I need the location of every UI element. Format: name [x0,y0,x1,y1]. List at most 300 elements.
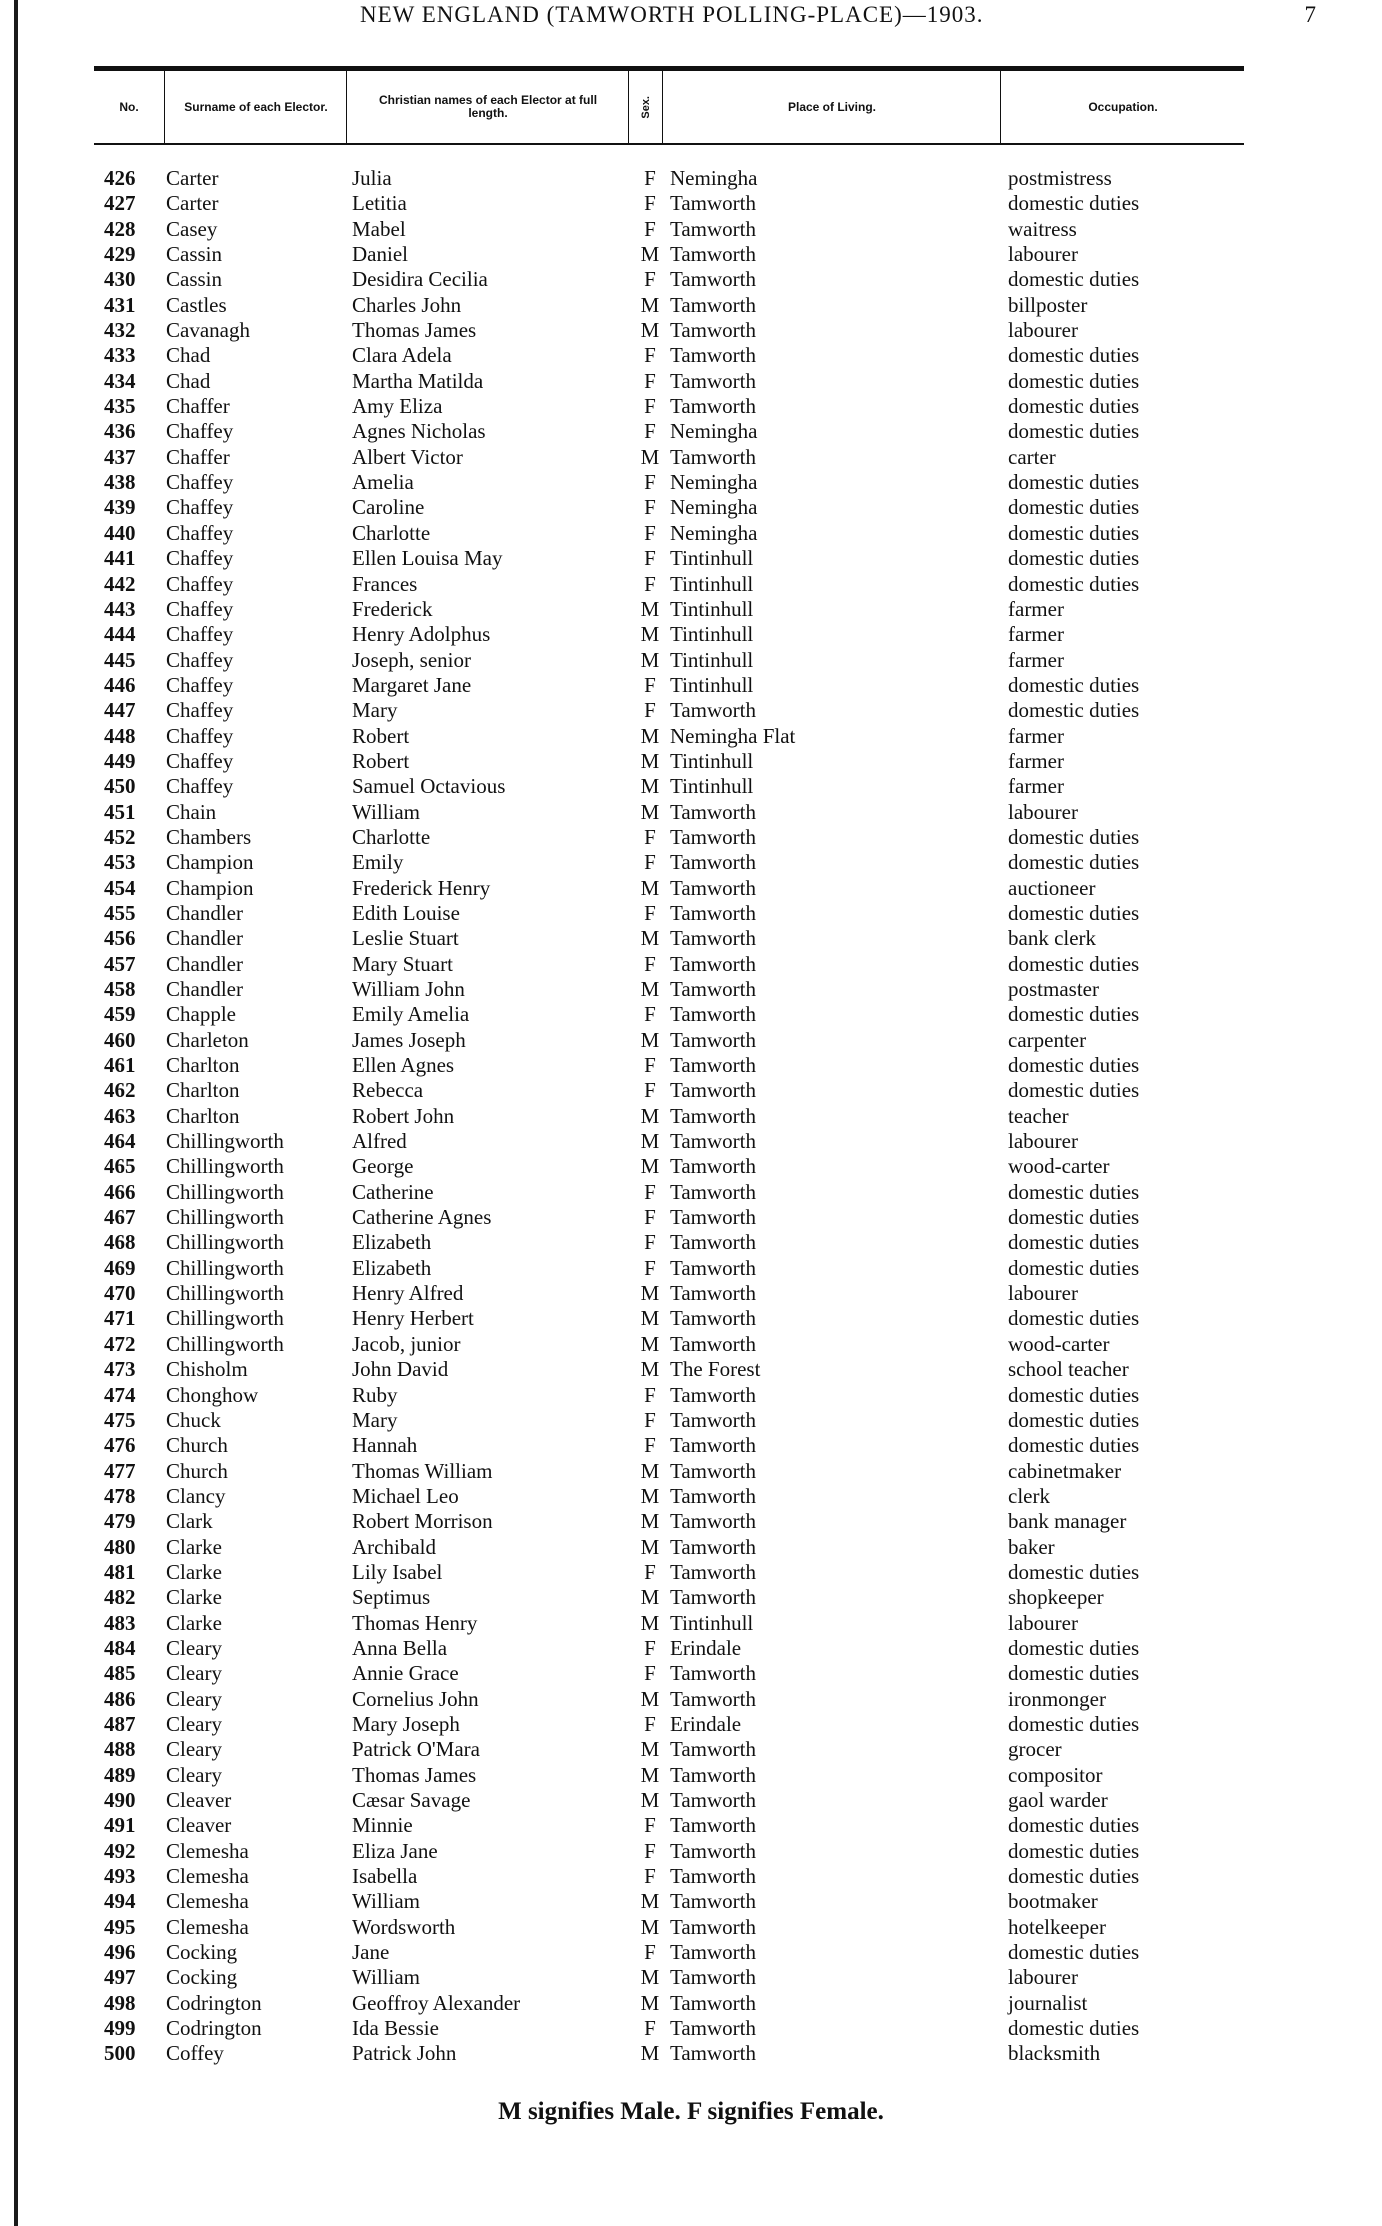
elector-surname: Clarke [166,1585,222,1610]
elector-number: 469 [104,1255,136,1280]
elector-occupation: domestic duties [1008,546,1140,571]
table-row [94,1154,1244,1179]
elector-surname: Chaffey [166,748,234,773]
elector-surname: Clark [166,1509,213,1534]
elector-place-of-living: Tamworth [670,1002,757,1027]
elector-place-of-living: Tintinhull [670,748,754,773]
elector-number: 437 [104,444,136,469]
elector-christian-names: Jacob, junior [352,1331,461,1356]
elector-surname: Chaffey [166,596,234,621]
elector-number: 498 [104,1990,136,2015]
elector-place-of-living: Tamworth [670,1585,757,1610]
elector-place-of-living: Tamworth [670,977,757,1001]
elector-surname: Chaffey [166,470,234,495]
elector-occupation: labourer [1008,1129,1078,1154]
elector-christian-names: Henry Alfred [352,1281,464,1306]
table-row [94,1813,1244,1838]
elector-sex: M [640,1914,660,1939]
elector-place-of-living: Nemingha [670,495,758,520]
elector-occupation: domestic duties [1008,267,1140,292]
elector-place-of-living: Tamworth [670,1407,757,1432]
elector-place-of-living: Tamworth [670,1255,757,1280]
elector-surname: Chillingworth [166,1179,284,1204]
table-row [94,1230,1244,1255]
elector-christian-names: Hannah [352,1433,418,1458]
elector-number: 460 [104,1027,136,1052]
elector-place-of-living: Tamworth [670,216,757,241]
elector-surname: Chandler [166,951,243,976]
elector-place-of-living: Tamworth [670,824,757,849]
elector-number: 491 [104,1813,136,1838]
elector-surname: Codrington [166,2016,262,2041]
elector-sex: M [640,444,660,469]
table-row [94,1585,1244,1610]
elector-occupation: billposter [1008,292,1088,317]
elector-sex: M [640,1331,660,1356]
elector-surname: Clemesha [166,1864,249,1889]
elector-place-of-living: Tamworth [670,1965,757,1990]
elector-place-of-living: Tamworth [670,1813,757,1838]
elector-occupation: domestic duties [1008,1255,1140,1280]
elector-place-of-living: Tamworth [670,1382,757,1407]
elector-christian-names: Ellen Agnes [352,1053,455,1078]
elector-occupation: domestic duties [1008,698,1140,723]
elector-occupation: postmaster [1008,977,1099,1001]
table-row [94,1636,1244,1661]
table-row [94,1965,1244,1990]
table-row [94,1078,1244,1103]
elector-sex: F [644,1838,656,1863]
elector-christian-names: Wordsworth [352,1914,456,1939]
elector-number: 483 [104,1610,136,1635]
elector-surname: Codrington [166,1990,262,2015]
elector-occupation: bank manager [1008,1509,1127,1534]
elector-number: 472 [104,1331,136,1356]
table-row [94,1763,1244,1788]
table-row [94,1991,1244,2016]
elector-surname: Chaffey [166,419,234,444]
elector-number: 450 [104,774,136,799]
elector-sex: M [640,723,660,748]
column-divider [164,71,165,143]
elector-number: 452 [104,824,136,849]
elector-sex: M [640,774,660,799]
elector-number: 444 [104,622,136,647]
table-row [94,2041,1244,2066]
elector-sex: M [640,1154,660,1179]
elector-christian-names: Patrick John [352,2041,457,2066]
elector-christian-names: Anna Bella [352,1635,448,1660]
elector-place-of-living: Tamworth [670,1306,757,1331]
elector-occupation: domestic duties [1008,1864,1140,1889]
elector-surname: Chillingworth [166,1230,284,1255]
elector-occupation: domestic duties [1008,1179,1140,1204]
elector-occupation: farmer [1008,622,1064,647]
column-divider [1000,71,1001,143]
elector-sex: F [644,1711,656,1736]
elector-surname: Cleary [166,1686,222,1711]
elector-number: 476 [104,1433,136,1458]
elector-place-of-living: Tamworth [670,1534,757,1559]
elector-occupation: domestic duties [1008,951,1140,976]
elector-place-of-living: Tamworth [670,368,757,393]
table-row [94,1002,1244,1027]
table-row [94,825,1244,850]
elector-occupation: wood-carter [1008,1154,1110,1179]
elector-number: 499 [104,2016,136,2041]
elector-sex: M [640,596,660,621]
table-row [94,318,1244,343]
table-row [94,1332,1244,1357]
elector-christian-names: Catherine [352,1179,434,1204]
elector-place-of-living: Tamworth [670,191,757,216]
elector-surname: Carter [166,191,219,216]
elector-christian-names: Robert [352,723,410,748]
elector-place-of-living: Tamworth [670,267,757,292]
elector-christian-names: Elizabeth [352,1255,432,1280]
elector-sex: M [640,2041,660,2066]
elector-occupation: domestic duties [1008,1053,1140,1078]
elector-surname: Cocking [166,1940,238,1965]
elector-christian-names: Septimus [352,1585,431,1610]
elector-surname: Clarke [166,1559,222,1584]
elector-surname: Chaffey [166,672,234,697]
elector-sex: M [640,1686,660,1711]
elector-place-of-living: Tamworth [670,875,757,900]
elector-number: 458 [104,977,136,1001]
elector-surname: Carter [166,166,219,190]
elector-sex: F [644,900,656,925]
elector-christian-names: Daniel [352,242,408,267]
table-row [94,1661,1244,1686]
elector-sex: M [640,1610,660,1635]
elector-number: 448 [104,723,136,748]
elector-sex: M [640,1458,660,1483]
table-row [94,1383,1244,1408]
elector-list [94,166,1244,2067]
table-row [94,673,1244,698]
elector-place-of-living: Tamworth [670,292,757,317]
elector-christian-names: Elizabeth [352,1230,432,1255]
elector-occupation: domestic duties [1008,1205,1140,1230]
elector-sex: F [644,824,656,849]
elector-sex: M [640,1737,660,1762]
elector-place-of-living: Tintinhull [670,647,754,672]
table-row [94,1484,1244,1509]
elector-christian-names: Geoffroy Alexander [352,1990,521,2015]
page-title: NEW ENGLAND (TAMWORTH POLLING-PLACE)—1903. [360,2,984,27]
elector-number: 477 [104,1458,136,1483]
elector-sex: F [644,394,656,419]
elector-christian-names: Lily Isabel [352,1559,443,1584]
elector-sex: F [644,419,656,444]
table-row [94,800,1244,825]
table-row [94,217,1244,242]
elector-christian-names: Robert Morrison [352,1509,493,1534]
table-row [94,1864,1244,1889]
table-row [94,1053,1244,1078]
elector-number: 485 [104,1661,136,1686]
elector-number: 462 [104,1078,136,1103]
elector-place-of-living: Tamworth [670,951,757,976]
elector-occupation: domestic duties [1008,2016,1140,2041]
table-row [94,724,1244,749]
table-row [94,1306,1244,1331]
elector-sex: F [644,216,656,241]
table-row [94,1737,1244,1762]
column-header-surname: Surname of each Elector. [184,99,328,114]
table-row [94,1256,1244,1281]
elector-place-of-living: Tamworth [670,1205,757,1230]
table-row [94,166,1244,191]
elector-christian-names: Mary Stuart [352,951,453,976]
elector-number: 438 [104,470,136,495]
elector-sex: M [640,1762,660,1787]
column-header-sex-label: Sex. [639,95,652,119]
elector-surname: Church [166,1458,228,1483]
elector-sex: M [640,1027,660,1052]
elector-place-of-living: Tamworth [670,242,757,267]
elector-christian-names: Michael Leo [352,1483,459,1508]
table-row [94,1180,1244,1205]
elector-surname: Chuck [166,1407,221,1432]
table-row [94,1560,1244,1585]
elector-sex: F [644,1864,656,1889]
elector-christian-names: William [352,799,420,824]
elector-number: 441 [104,546,136,571]
table-row [94,1433,1244,1458]
elector-sex: F [644,1559,656,1584]
elector-occupation: carpenter [1008,1027,1087,1052]
elector-place-of-living: Tamworth [670,2041,757,2066]
table-row [94,850,1244,875]
elector-christian-names: Amelia [352,470,414,495]
elector-sex: M [640,622,660,647]
elector-number: 461 [104,1053,136,1078]
elector-number: 445 [104,647,136,672]
elector-number: 466 [104,1179,136,1204]
table-row [94,369,1244,394]
elector-number: 500 [104,2041,136,2066]
table-row [94,1129,1244,1154]
elector-christian-names: Henry Adolphus [352,622,491,647]
elector-occupation: domestic duties [1008,1838,1140,1863]
elector-place-of-living: Erindale [670,1711,742,1736]
elector-number: 433 [104,343,136,368]
sex-legend-note: M signifies Male. F signifies Female. [498,2098,884,2125]
elector-place-of-living: Nemingha Flat [670,723,796,748]
elector-number: 494 [104,1889,136,1914]
elector-place-of-living: Tamworth [670,1483,757,1508]
elector-number: 442 [104,571,136,596]
elector-surname: Chillingworth [166,1129,284,1154]
elector-occupation: school teacher [1008,1357,1129,1382]
elector-number: 453 [104,850,136,875]
elector-occupation: domestic duties [1008,1711,1140,1736]
elector-occupation: domestic duties [1008,824,1140,849]
elector-surname: Chaffey [166,495,234,520]
elector-surname: Chillingworth [166,1255,284,1280]
elector-surname: Charlton [166,1078,240,1103]
table-row [94,267,1244,292]
elector-sex: F [644,1230,656,1255]
elector-christian-names: Caroline [352,495,425,520]
elector-christian-names: William John [352,977,465,1001]
elector-surname: Clemesha [166,1914,249,1939]
column-header-christian-names: Christian names of each Elector at full length. [378,93,598,120]
table-row [94,901,1244,926]
elector-place-of-living: Tamworth [670,1458,757,1483]
table-row [94,876,1244,901]
elector-place-of-living: Tamworth [670,1762,757,1787]
elector-sex: M [640,1129,660,1154]
table-row [94,572,1244,597]
elector-sex: F [644,267,656,292]
elector-number: 492 [104,1838,136,1863]
elector-place-of-living: Tamworth [670,2016,757,2041]
elector-surname: Clarke [166,1610,222,1635]
elector-occupation: waitress [1008,216,1077,241]
elector-christian-names: Samuel Octavious [352,774,506,799]
table-row [94,419,1244,444]
elector-christian-names: Robert [352,748,410,773]
table-row [94,622,1244,647]
elector-place-of-living: Tamworth [670,1281,757,1306]
elector-sex: F [644,495,656,520]
elector-occupation: domestic duties [1008,394,1140,419]
elector-christian-names: William [352,1965,420,1990]
table-row [94,1889,1244,1914]
elector-surname: Chonghow [166,1382,259,1407]
elector-sex: F [644,191,656,216]
elector-sex: F [644,1635,656,1660]
elector-occupation: farmer [1008,647,1064,672]
elector-occupation: carter [1008,444,1056,469]
elector-number: 455 [104,900,136,925]
elector-christian-names: Alfred [352,1129,407,1154]
elector-surname: Chaffer [166,444,230,469]
elector-sex: M [640,242,660,267]
elector-sex: F [644,1407,656,1432]
table-row [94,926,1244,951]
table-row [94,1535,1244,1560]
table-row [94,774,1244,799]
elector-christian-names: Mary [352,1407,398,1432]
table-row [94,977,1244,1002]
elector-place-of-living: Tamworth [670,1559,757,1584]
elector-place-of-living: Tamworth [670,1027,757,1052]
elector-occupation: farmer [1008,774,1064,799]
elector-number: 480 [104,1534,136,1559]
elector-surname: Clancy [166,1483,226,1508]
elector-sex: M [640,1788,660,1812]
elector-number: 457 [104,951,136,976]
elector-surname: Champion [166,850,254,875]
elector-number: 429 [104,242,136,267]
elector-number: 464 [104,1129,136,1154]
elector-number: 497 [104,1965,136,1990]
table-row [94,191,1244,216]
elector-occupation: labourer [1008,1610,1078,1635]
elector-number: 440 [104,520,136,545]
elector-number: 481 [104,1559,136,1584]
table-row [94,1459,1244,1484]
elector-occupation: domestic duties [1008,1230,1140,1255]
elector-number: 446 [104,672,136,697]
elector-number: 487 [104,1711,136,1736]
elector-occupation: domestic duties [1008,1002,1140,1027]
elector-occupation: domestic duties [1008,1559,1140,1584]
table-row [94,242,1244,267]
elector-number: 490 [104,1788,136,1812]
elector-occupation: domestic duties [1008,1813,1140,1838]
elector-sex: M [640,926,660,951]
elector-surname: Chaffey [166,647,234,672]
elector-occupation: domestic duties [1008,343,1140,368]
elector-sex: M [640,1534,660,1559]
elector-number: 496 [104,1940,136,1965]
elector-sex: F [644,520,656,545]
elector-surname: Chandler [166,926,243,951]
elector-place-of-living: Nemingha [670,419,758,444]
elector-place-of-living: Tamworth [670,1331,757,1356]
elector-surname: Chillingworth [166,1306,284,1331]
elector-surname: Chillingworth [166,1154,284,1179]
elector-place-of-living: Tamworth [670,850,757,875]
elector-christian-names: Charlotte [352,824,431,849]
elector-sex: F [644,2016,656,2041]
table-row [94,1940,1244,1965]
elector-occupation: labourer [1008,1281,1078,1306]
elector-christian-names: Eliza Jane [352,1838,438,1863]
elector-place-of-living: Tintinhull [670,546,754,571]
elector-sex: M [640,647,660,672]
elector-christian-names: Agnes Nicholas [352,419,486,444]
table-row [94,343,1244,368]
elector-number: 451 [104,799,136,824]
elector-surname: Chandler [166,977,243,1001]
column-header-no: No. [119,99,139,114]
running-head [0,2,1382,32]
elector-number: 470 [104,1281,136,1306]
elector-surname: Clemesha [166,1889,249,1914]
elector-number: 426 [104,166,136,190]
elector-number: 468 [104,1230,136,1255]
elector-place-of-living: Nemingha [670,470,758,495]
elector-occupation: domestic duties [1008,368,1140,393]
elector-sex: M [640,1483,660,1508]
elector-surname: Chaffer [166,394,230,419]
elector-christian-names: Martha Matilda [352,368,484,393]
binding-rule [14,0,18,2226]
elector-place-of-living: Tintinhull [670,672,754,697]
elector-sex: F [644,1179,656,1204]
elector-surname: Chaffey [166,774,234,799]
elector-christian-names: Archibald [352,1534,436,1559]
elector-sex: M [640,1281,660,1306]
elector-occupation: clerk [1008,1483,1050,1508]
elector-surname: Chillingworth [166,1205,284,1230]
elector-number: 443 [104,596,136,621]
elector-number: 427 [104,191,136,216]
elector-number: 465 [104,1154,136,1179]
elector-occupation: compositor [1008,1762,1103,1787]
elector-sex: F [644,1078,656,1103]
column-divider [628,71,629,143]
elector-number: 484 [104,1635,136,1660]
table-row [94,749,1244,774]
elector-place-of-living: Tamworth [670,1509,757,1534]
